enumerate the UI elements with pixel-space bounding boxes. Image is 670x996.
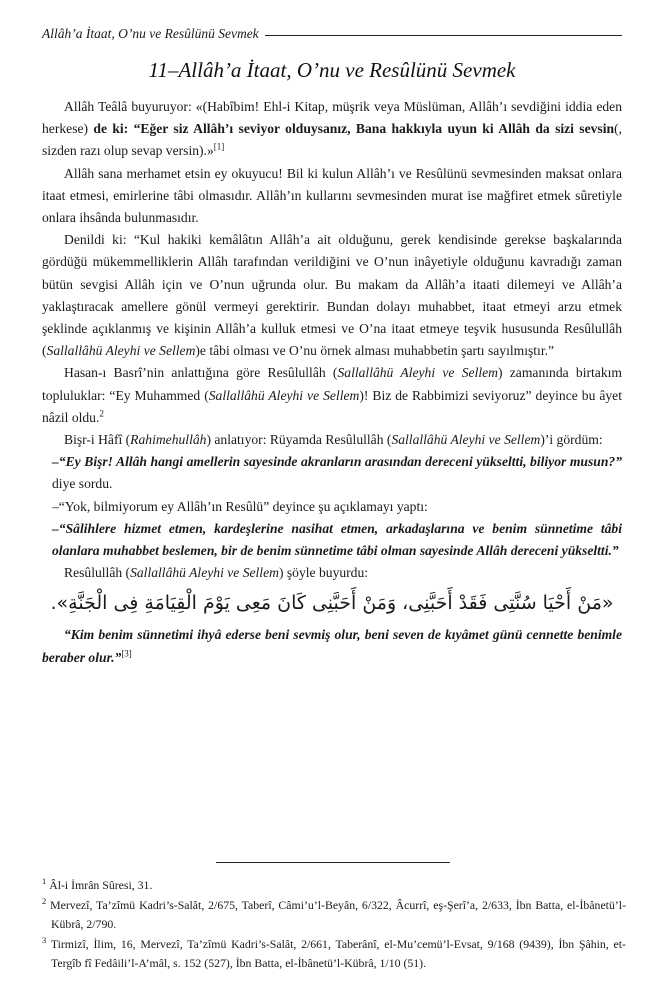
footnote-3: $^3$ Tirmizî, İlim, 16, Mervezî, Ta’zîmü Kadri’s-Salât, 2/661, Taberânî, el-Mu’cemü’l-Evsat, 9/168 (9439), İbn Şâhin, et-Tergîb fî Fedâili’l-A’mâl, s. 152 (527), İbn Batta, el-İbânetü’l-Kübrâ, 1/10 (51). (42, 934, 626, 971)
paragraph-6: Resûlullâh (Sallallâhü Aleyhi ve Sellem) şöyle buyurdu: (64, 565, 369, 581)
hadith-translation: “Kim benim sünnetimi ihyâ ederse beni sevmiş olur, beni seven de kıyâmet günü cennette benimle beraber olur.”[3] (42, 627, 622, 665)
footnote-1: $^1$ Âl-i İmrân Sûresi, 31. (42, 876, 153, 892)
paragraph-5: Bişr-i Hâfî (Rahimehullâh) anlatıyor: Rüyamda Resûlullâh (Sallallâhü Aleyhi ve Sellem)’i gördüm: (64, 432, 603, 448)
footnote-separator (216, 862, 450, 863)
paragraph-4: Hasan-ı Basrî’nin anlattığına göre Resûlullâh (Sallallâhü Aleyhi ve Sellem) zamanında birtakım topluluklar: “Ey Muhammed (Sallallâhü Aleyhi ve Sellem)! Biz de Rabbimizi seviyoruz” deyince bu âyet nâzil oldu.$^2$ (42, 365, 622, 425)
paragraph-3: Denildi ki: “Kul hakiki kemâlâtın Allâh’a ait olduğunu, gerek kendisinde gerekse başkalarında gördüğü mükemmelliklerin Allâh tarafından verildiğini ve O’nun inâyetiyle olduğunu kavradığı zaman bütün sevgisi Allâh için ve O’nun uğrunda olur. Bu makam da Allâh’a itaati dilemeyi ve Allâh’a yaklaştıracak amellere gönül vermeyi gerektirir. Bundan dolayı muhabbet, itaat etmeyi arzu etmek şeklinde açıklanmış ve kişinin Allâh’a kulluk etmesi ve O’na itaat etmeye teşvik hususunda Resûlullâh (Sallallâhü Aleyhi ve Sellem)e tâbi olması ve O’nu örnek alması muhabbetin şartı sayılmıştır.” (42, 232, 622, 359)
paragraph-1: Allâh Teâlâ buyuruyor: «(Habîbim! Ehl-i Kitap, müşrik veya Müslüman, Allâh’ı sevdiğini iddia eden herkese) de ki: “Eğer siz Allâh’ı seviyor olduysanız, Bana hakkıyla uyun ki Allâh da sizi sevsin(, sizden razı olup sevap versin).»[1] (42, 99, 622, 159)
dialogue-3: –“Sâlihlere hizmet etmen, kardeşlerine nasihat etmen, arkadaşlarına ve benim sünnetime tâbi olanlara muhabbet beslemen, bir de benim sünnetime tâbi olman sayesinde Allâh dereceni yükseltti.” (52, 520, 622, 559)
footnote-ref-3[interactable]: [3] (121, 648, 132, 659)
footnote-2: $^2$ Mervezî, Ta’zîmü Kadri’s-Salât, 2/675, Taberî, Câmi’u’l-Beyân, 6/322, Âcurrî, eş-Şerî’a, 2/633, İbn Batta, el-İbânetü’l-Kübrâ, 2/790. (42, 895, 626, 932)
running-title: Allâh’a İtaat, O’nu ve Resûlünü Sevmek (42, 26, 265, 42)
footnotes (42, 876, 626, 974)
main-text (42, 96, 622, 669)
dialogue-1: –“Ey Bişr! Allâh hangi amellerin sayesinde akranların arasından dereceni yükseltti, biliyor musun?” diye sordu. (52, 454, 622, 492)
arabic-hadith: «مَنْ أَحْيَا سُنَّتِى فَقَدْ أَحَبَّنِى، وَمَنْ أَحَبَّنِى كَانَ مَعِى يَوْمَ الْقِيَامَةِ فِى الْجَنَّةِ». (50, 592, 614, 615)
footnote-ref-2[interactable]: 2 (99, 408, 104, 419)
paragraph-2: Allâh sana merhamet etsin ey okuyucu! Bil ki kulun Allâh’ı ve Resûlünü sevmesinden maksat onlara itaat etmesi, emirlerine tâbi olmasıdır. Allâh’ın kullarını sevmesinden murat ise mağfiret etmek sûretiyle onlara ihsânda bulunmasıdır. (42, 165, 622, 226)
dialogue-2: –“Yok, bilmiyorum ey Allâh’ın Resûlü” deyince şu açıklamayı yaptı: (52, 498, 428, 514)
running-header (42, 26, 622, 44)
footnote-ref-1[interactable]: [1] (213, 141, 225, 152)
chapter-title: 11–Allâh’a İtaat, O’nu ve Resûlünü Sevmek (148, 58, 516, 82)
